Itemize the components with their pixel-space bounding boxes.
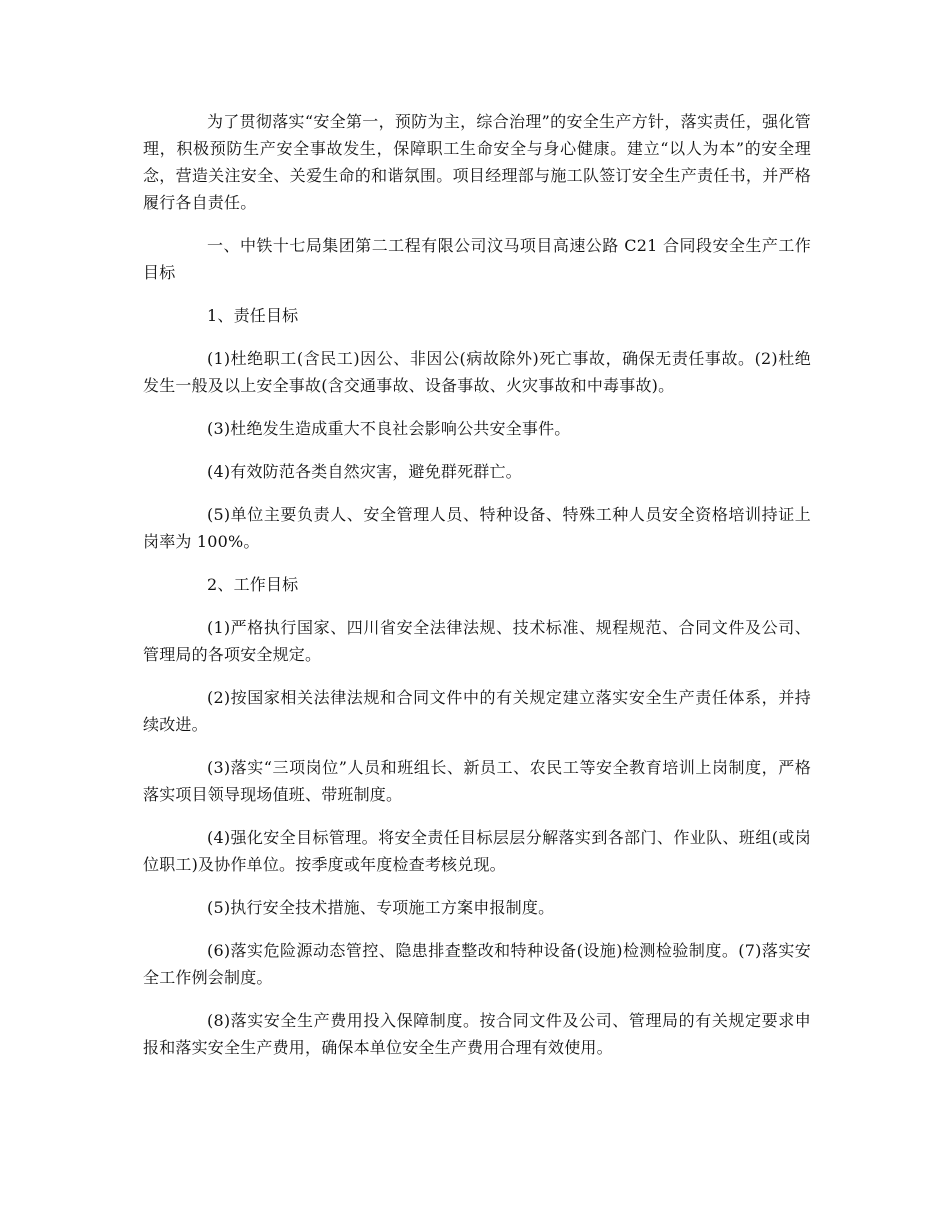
responsibility-item-3: (3)杜绝发生造成重大不良社会影响公共安全事件。 — [207, 419, 571, 438]
paragraph-intro: 为了贯彻落实“安全第一，预防为主，综合治理”的安全生产方针，落实责任，强化管理，积极预防生产安全事故发生，保障职工生命安全与身心健康。建立“以人为本”的安全理念，营造关注安全、关爱生命的和谐氛围。项目经理部与施工队签订安全生产责任书，并严格履行各自责任。 — [143, 112, 811, 212]
work-item-8: (8)落实安全生产费用投入保障制度。按合同文件及公司、管理局的有关规定要求申报和落实安全生产费用，确保本单位安全生产费用合理有效使用。 — [143, 1011, 811, 1057]
work-item-3: (3)落实“三项岗位”人员和班组长、新员工、农民工等安全教育培训上岗制度，严格落实项目领导现场值班、带班制度。 — [143, 758, 811, 804]
subheading-work-goals: 2、工作目标 — [207, 575, 299, 594]
work-item-4: (4)强化安全目标管理。将安全责任目标层层分解落实到各部门、作业队、班组(或岗位职工)及协作单位。按季度或年度检查考核兑现。 — [143, 828, 811, 874]
subheading-responsibility-goals: 1、责任目标 — [207, 306, 299, 325]
responsibility-item-1-2: (1)杜绝职工(含民工)因公、非因公(病故除外)死亡事故，确保无责任事故。(2)杜绝发生一般及以上安全事故(含交通事故、设备事故、火灾事故和中毒事故)。 — [143, 349, 811, 395]
work-item-2: (2)按国家相关法律法规和合同文件中的有关规定建立落实安全生产责任体系，并持续改进。 — [143, 688, 811, 734]
responsibility-item-4: (4)有效防范各类自然灾害，避免群死群亡。 — [207, 462, 522, 481]
section-heading-safety-goals: 一、中铁十七局集团第二工程有限公司汶马项目高速公路 C21 合同段安全生产工作目标 — [143, 236, 811, 282]
document-body — [143, 108, 811, 1077]
work-item-1: (1)严格执行国家、四川省安全法律法规、技术标准、规程规范、合同文件及公司、管理局的各项安全规定。 — [143, 618, 811, 664]
work-item-5: (5)执行安全技术措施、专项施工方案申报制度。 — [207, 898, 555, 917]
work-item-6-7: (6)落实危险源动态管控、隐患排查整改和特种设备(设施)检测检验制度。(7)落实安全工作例会制度。 — [143, 941, 811, 987]
responsibility-item-5: (5)单位主要负责人、安全管理人员、特种设备、特殊工种人员安全资格培训持证上岗率为 100%。 — [143, 505, 811, 551]
